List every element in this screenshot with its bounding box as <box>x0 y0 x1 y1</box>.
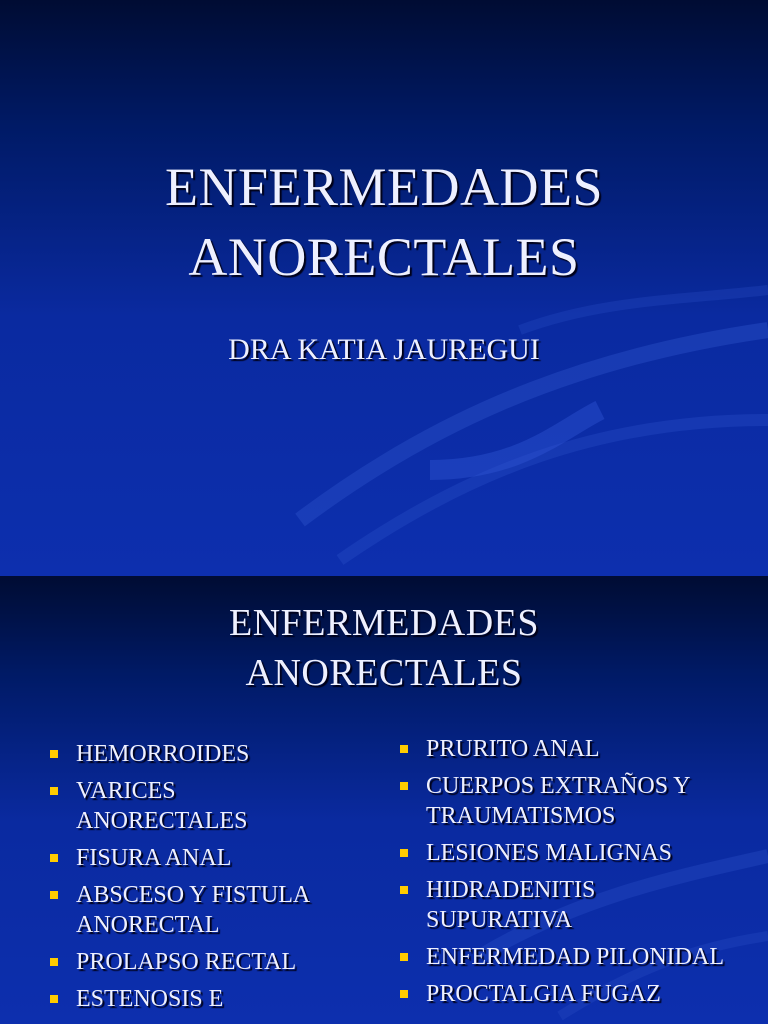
content-slide <box>0 576 768 1024</box>
square-bullet-icon <box>400 745 408 753</box>
list-item-text: HIDRADENITIS SUPURATIVA <box>426 877 596 933</box>
square-bullet-icon <box>400 782 408 790</box>
list-item <box>48 880 348 940</box>
list-item <box>48 984 348 1014</box>
left-bullet-list <box>48 739 348 1021</box>
slide-title <box>0 598 768 698</box>
slide-title-line2: ANORECTALES <box>188 227 580 287</box>
square-bullet-icon <box>50 958 58 966</box>
list-item-text: HEMORROIDES <box>76 741 250 767</box>
list-item-text: FISURA ANAL <box>76 845 232 871</box>
square-bullet-icon <box>50 750 58 758</box>
square-bullet-icon <box>400 990 408 998</box>
square-bullet-icon <box>50 854 58 862</box>
square-bullet-icon <box>50 995 58 1003</box>
list-item-text: LESIONES MALIGNAS <box>426 840 672 866</box>
list-item <box>398 942 728 972</box>
slide-title-line2: ANORECTALES <box>245 652 523 694</box>
list-item <box>398 771 728 831</box>
square-bullet-icon <box>400 953 408 961</box>
square-bullet-icon <box>50 787 58 795</box>
list-item-text: PROCTALGIA FUGAZ <box>426 981 661 1007</box>
right-bullet-list <box>398 734 728 1016</box>
slide-title <box>0 152 768 292</box>
list-item <box>48 947 348 977</box>
list-item <box>48 843 348 873</box>
square-bullet-icon <box>400 886 408 894</box>
list-item <box>48 739 348 769</box>
slide-subtitle: DRA KATIA JAUREGUI <box>228 333 540 366</box>
list-item-text: ENFERMEDAD PILONIDAL <box>426 944 724 970</box>
list-item <box>398 734 728 764</box>
list-item-text: PROLAPSO RECTAL <box>76 949 297 975</box>
list-item-text: VARICES ANORECTALES <box>76 778 248 834</box>
list-item-text: ABSCESO Y FISTULA ANORECTAL <box>76 882 309 938</box>
slide-title-line1: ENFERMEDADES <box>164 157 604 217</box>
square-bullet-icon <box>50 891 58 899</box>
list-item-text: CUERPOS EXTRAÑOS Y TRAUMATISMOS <box>426 773 690 829</box>
list-item-text: ESTENOSIS E <box>76 986 224 1012</box>
list-item <box>48 776 348 836</box>
slide-title-line1: ENFERMEDADES <box>228 602 540 644</box>
square-bullet-icon <box>400 849 408 857</box>
list-item <box>398 838 728 868</box>
list-item-text: PRURITO ANAL <box>426 736 600 762</box>
list-item <box>398 875 728 935</box>
list-item <box>398 979 728 1009</box>
